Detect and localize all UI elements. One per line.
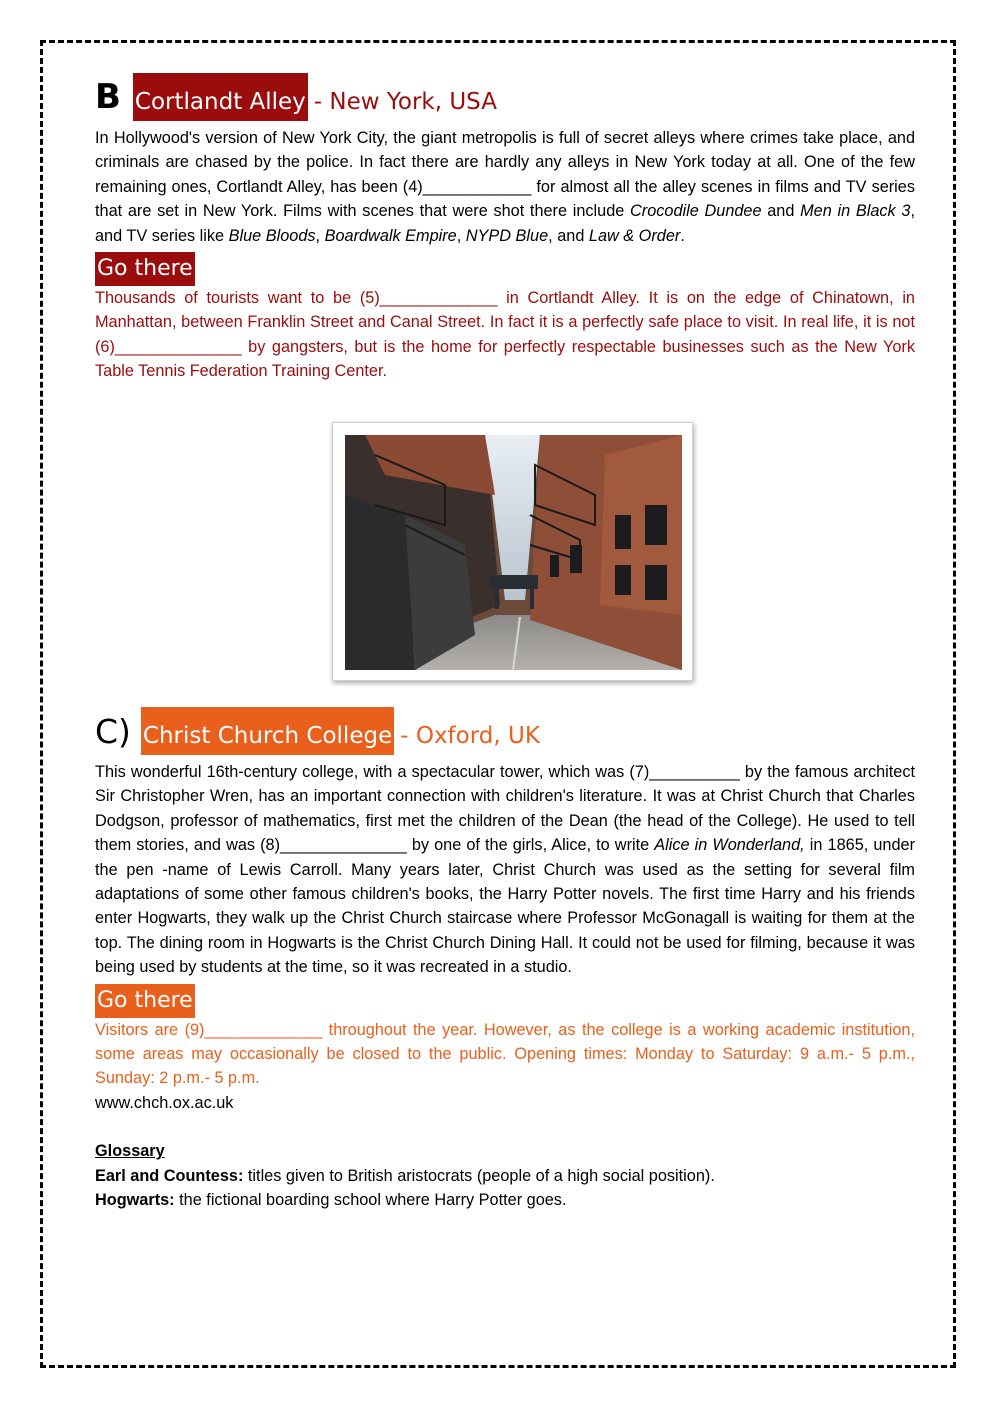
glossary-item: [95, 1164, 915, 1188]
website-text: www.chch.ox.ac.uk: [95, 1093, 234, 1112]
section-b-paragraph: [95, 126, 915, 248]
title-italic: NYPD Blue: [465, 226, 549, 245]
alley-photo: [332, 422, 693, 681]
section-title: Christ Church College: [141, 707, 394, 755]
text-run: ,: [456, 226, 466, 245]
text-run: , and TV series like: [95, 202, 915, 245]
text-run: In Hollywood's version of New York City, the giant metropolis is full of secret alleys where crimes take place, and criminals are chased by the police. In fact there are hardly any alleys in New York today at all. One of the few remaining ones, Cortlandt Alley, has been (4)____________ for almost all the alley scenes in films and TV series that are set in New York. Films with scenes that were shot there include: [95, 129, 915, 221]
glossary-item: [95, 1188, 915, 1212]
title-italic: Law & Order: [588, 226, 681, 245]
title-italic: Men in Black 3: [800, 202, 911, 221]
section-letter: B: [95, 77, 121, 117]
section-letter: C): [95, 711, 131, 751]
title-italic: Blue Bloods: [228, 226, 316, 245]
section-title: Cortlandt Alley: [133, 73, 308, 121]
glossary: [95, 1139, 915, 1212]
section-location: - New York, USA: [313, 89, 497, 115]
glossary-term: Earl and Countess:: [95, 1166, 244, 1185]
section-c: [95, 706, 915, 1213]
section-c-heading: [95, 706, 915, 756]
text-run: .: [680, 226, 685, 245]
text-run: ,: [315, 226, 325, 245]
text-run: This wonderful 16th-century college, with a spectacular tower, which was (7)__________ by the famous architect Sir Christopher Wren, has an important connection with children's literature. It was at Christ Church that Charles Dodgson, professor of mathematics, first met the children of the Dean (the head of the College). He used to tell them stories, and was (8)______________ by one of the girls, Alice, to write: [95, 763, 915, 855]
glossary-heading: Glossary: [95, 1142, 165, 1161]
glossary-definition: the fictional boarding school where Harry Potter goes.: [174, 1191, 567, 1210]
go-there-label: Go there: [95, 984, 195, 1018]
title-italic: Boardwalk Empire: [324, 226, 457, 245]
glossary-term: Hogwarts:: [95, 1191, 175, 1210]
title-italic: Alice in Wonderland,: [654, 836, 805, 855]
text-run: , and: [548, 226, 589, 245]
section-b-heading: [95, 72, 915, 122]
glossary-definition: titles given to British aristocrats (people of a high social position).: [243, 1166, 715, 1185]
text-run: and: [761, 202, 801, 221]
section-location: - Oxford, UK: [400, 723, 540, 749]
text-run: in 1865, under the pen -name of Lewis Carroll. Many years later, Christ Church was used as the setting for several film adaptations of some other famous children's books, the Harry Potter novels. The first time Harry and his friends enter Hogwarts, they walk up the Christ Church staircase where Professor McGonagall is waiting for them at the top. The dining room in Hogwarts is the Christ Church Dining Hall. It could not be used for filming, because it was being used by students at the time, so it was recreated in a studio.: [95, 836, 915, 977]
go-there-text: Thousands of tourists want to be (5)_____________ in Cortlandt Alley. It is on the edge of Chinatown, in Manhattan, between Franklin Street and Canal Street. In fact it is a perfectly safe place to visit. In real life, it is not (6)______________ by gangsters, but is the home for perfectly respectable businesses such as the New York Table Tennis Federation Training Center.: [95, 289, 915, 381]
section-b: [95, 72, 915, 384]
alley-photo-image: [345, 435, 682, 670]
go-there-text: Visitors are (9)_____________ throughout the year. However, as the college is a working academic institution, some areas may occasionally be closed to the public. Opening times: Monday to Saturday: 9 a.m.- 5 p.m., Sunday: 2 p.m.- 5 p.m.: [95, 1020, 915, 1088]
section-c-paragraph: [95, 760, 915, 980]
title-italic: Crocodile Dundee: [630, 202, 762, 221]
go-there-label: Go there: [95, 252, 195, 286]
